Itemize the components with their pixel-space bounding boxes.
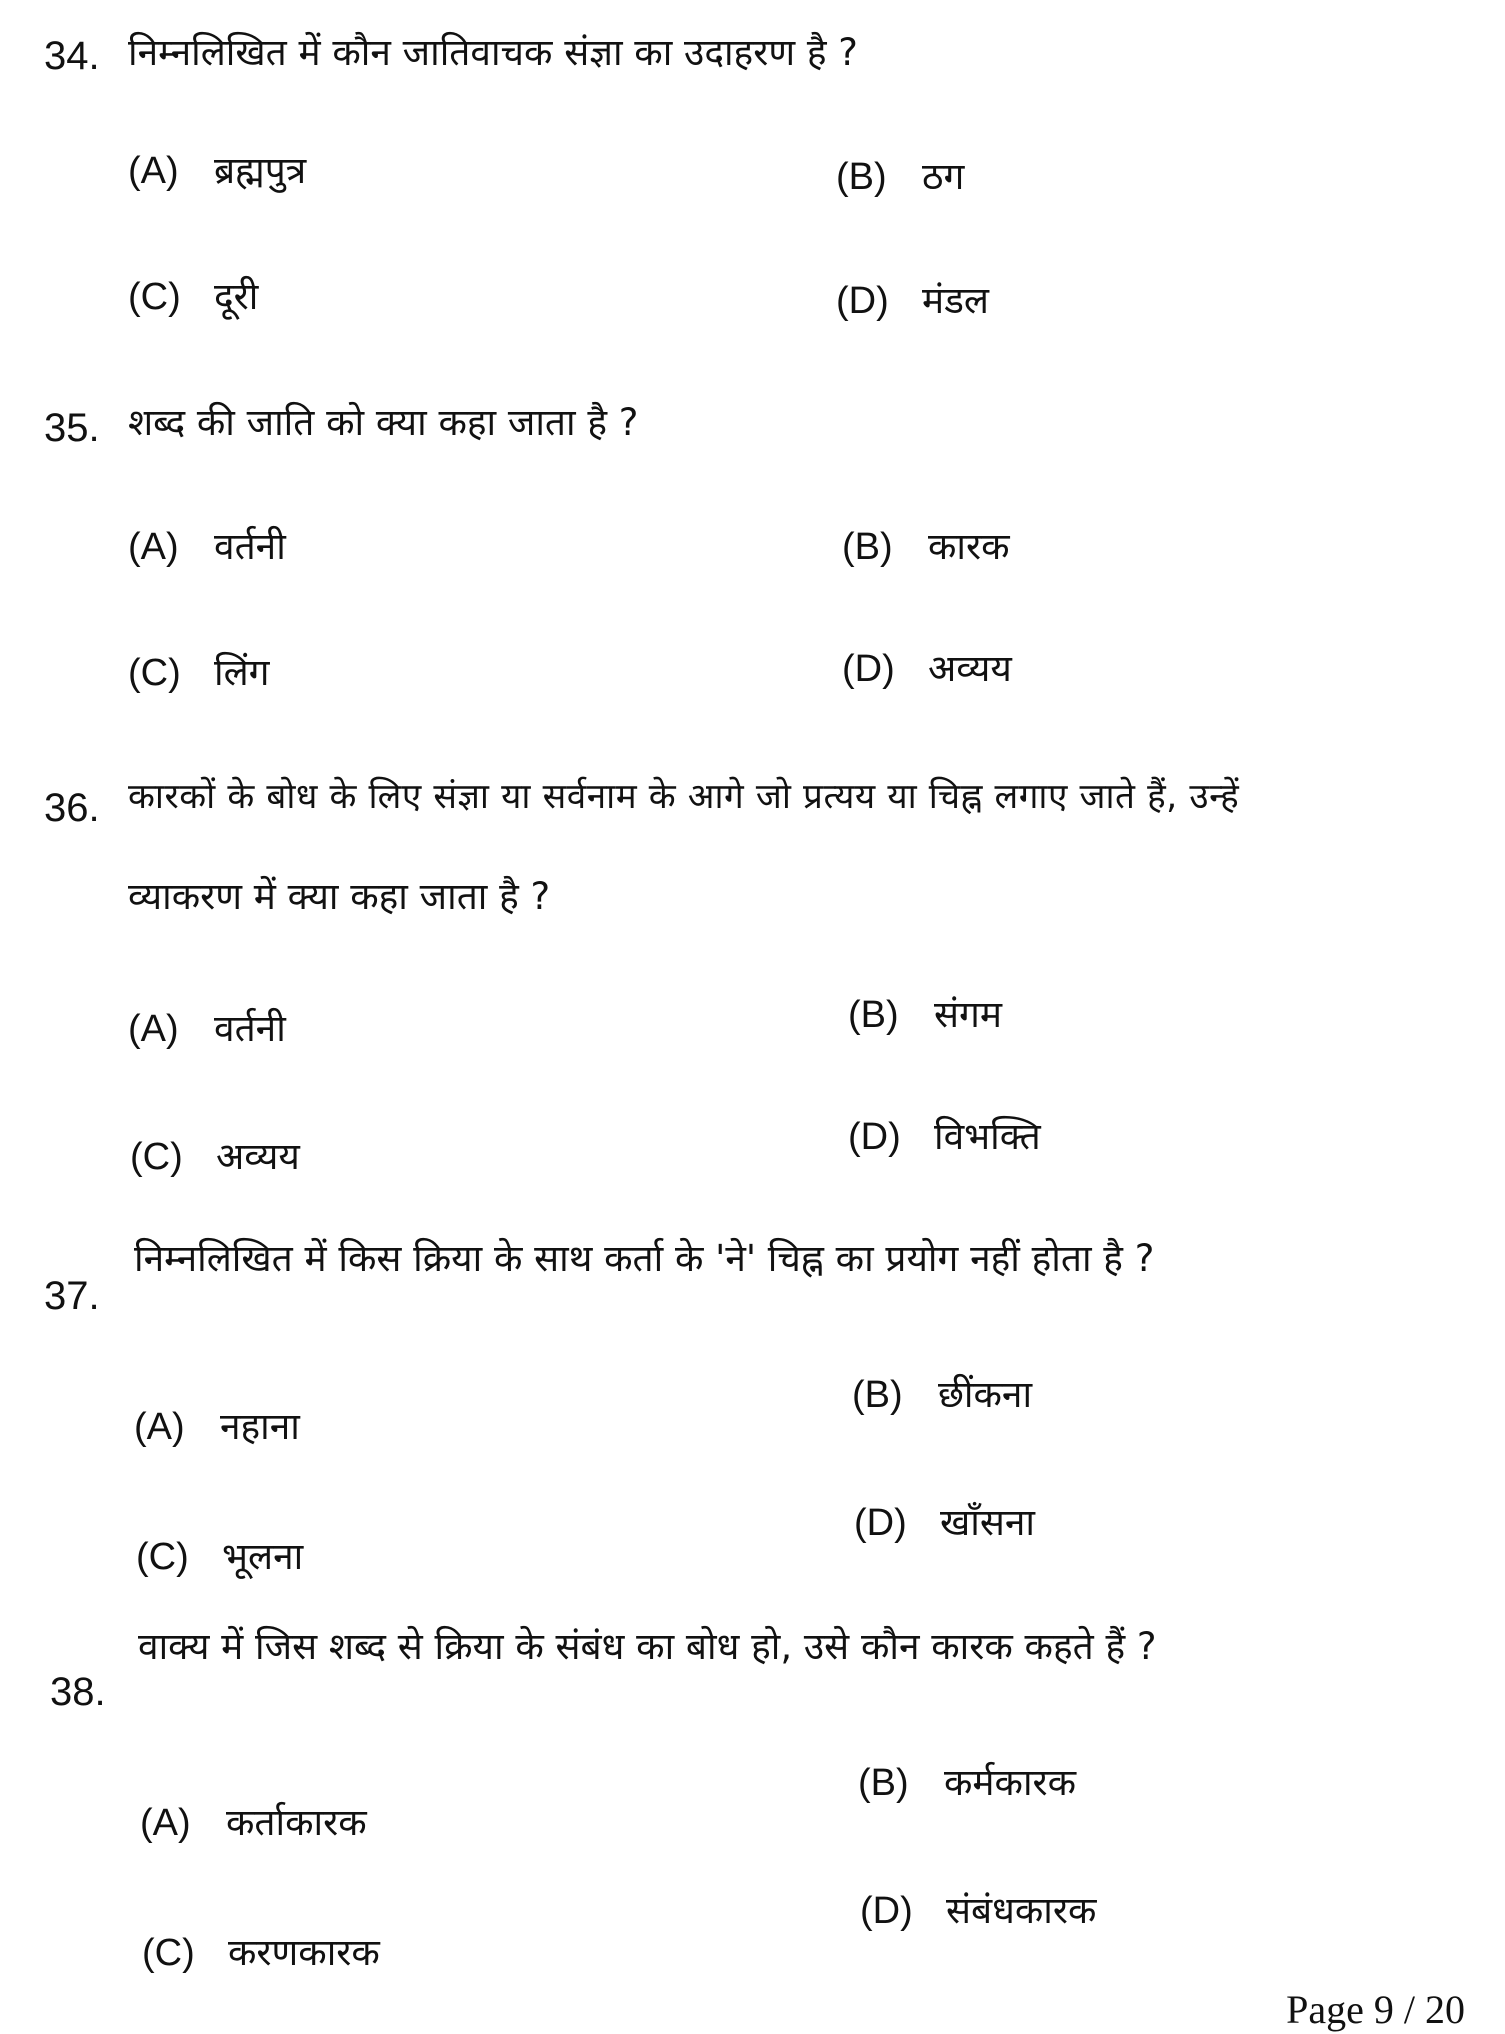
option-a (128, 149, 307, 192)
option-label: (D) (854, 1502, 907, 1544)
option-b (842, 525, 1010, 568)
option-label: (C) (130, 1136, 183, 1178)
question-number: 38. (50, 1670, 106, 1714)
option-label: (B) (848, 994, 899, 1036)
option-a (128, 525, 286, 568)
option-label: (A) (128, 150, 179, 192)
option-value: वर्तनी (214, 1007, 286, 1050)
question-text: शब्द की जाति को क्या कहा जाता है ? (128, 401, 639, 444)
option-label: (B) (852, 1374, 903, 1416)
question-text: निम्नलिखित में किस क्रिया के साथ कर्ता के 'ने' चिह्न का प्रयोग नहीं होता है ? (134, 1237, 1155, 1280)
option-b (852, 1373, 1033, 1416)
option-value: संगम (934, 993, 1002, 1036)
option-a (134, 1405, 300, 1448)
option-value: नहाना (220, 1405, 300, 1448)
option-label: (B) (836, 156, 887, 198)
option-value: भूलना (222, 1535, 304, 1578)
option-value: अव्यय (928, 647, 1012, 690)
option-value: ठग (922, 155, 965, 198)
option-label: (C) (128, 652, 181, 694)
option-value: संबंधकारक (946, 1889, 1097, 1932)
option-label: (C) (142, 1932, 195, 1974)
question-text-line-1: कारकों के बोध के लिए संज्ञा या सर्वनाम के आगे जो प्रत्यय या चिह्न लगाए जाते हैं, उन्हें (128, 777, 1240, 817)
question-number: 35. (44, 406, 100, 450)
option-c (128, 275, 259, 318)
option-value: कर्ताकारक (226, 1801, 367, 1844)
option-b (848, 993, 1002, 1036)
option-d (836, 279, 990, 322)
option-value: छींकना (938, 1373, 1033, 1416)
option-label: (D) (842, 648, 895, 690)
option-c (136, 1535, 304, 1578)
question-number: 36. (44, 786, 100, 830)
option-label: (A) (134, 1406, 185, 1448)
option-label: (D) (836, 280, 889, 322)
option-value: ब्रह्मपुत्र (214, 149, 307, 192)
option-d (860, 1889, 1097, 1932)
option-b (858, 1761, 1077, 1804)
option-label: (C) (136, 1536, 189, 1578)
option-value: खाँसना (940, 1501, 1035, 1544)
option-value: कर्मकारक (944, 1761, 1077, 1804)
option-label: (B) (842, 526, 893, 568)
option-value: वर्तनी (214, 525, 286, 568)
question-text-line-2: व्याकरण में क्या कहा जाता है ? (128, 875, 551, 918)
option-value: विभक्ति (934, 1115, 1041, 1158)
question-number: 34. (44, 34, 100, 78)
question-number: 37. (44, 1274, 100, 1318)
option-label: (B) (858, 1762, 909, 1804)
option-a (140, 1801, 367, 1844)
option-value: अव्यय (216, 1135, 300, 1178)
option-label: (A) (140, 1802, 191, 1844)
option-value: कारक (928, 525, 1010, 568)
question-text: निम्नलिखित में कौन जातिवाचक संज्ञा का उदाहरण है ? (128, 31, 858, 74)
option-value: करणकारक (228, 1931, 380, 1974)
option-value: मंडल (922, 279, 990, 322)
option-b (836, 155, 965, 198)
option-d (848, 1115, 1041, 1158)
option-c (128, 651, 270, 694)
option-value: लिंग (214, 651, 270, 694)
option-label: (D) (848, 1116, 901, 1158)
question-text: वाक्य में जिस शब्द से क्रिया के संबंध का बोध हो, उसे कौन कारक कहते हैं ? (138, 1625, 1157, 1668)
option-d (842, 647, 1012, 690)
option-c (142, 1931, 380, 1974)
option-label: (D) (860, 1890, 913, 1932)
option-c (130, 1135, 300, 1178)
option-a (128, 1007, 286, 1050)
option-label: (A) (128, 1008, 179, 1050)
option-d (854, 1501, 1035, 1544)
page-number: Page 9 / 20 (1286, 1987, 1465, 2032)
option-label: (C) (128, 276, 181, 318)
option-value: दूरी (214, 275, 259, 318)
option-label: (A) (128, 526, 179, 568)
